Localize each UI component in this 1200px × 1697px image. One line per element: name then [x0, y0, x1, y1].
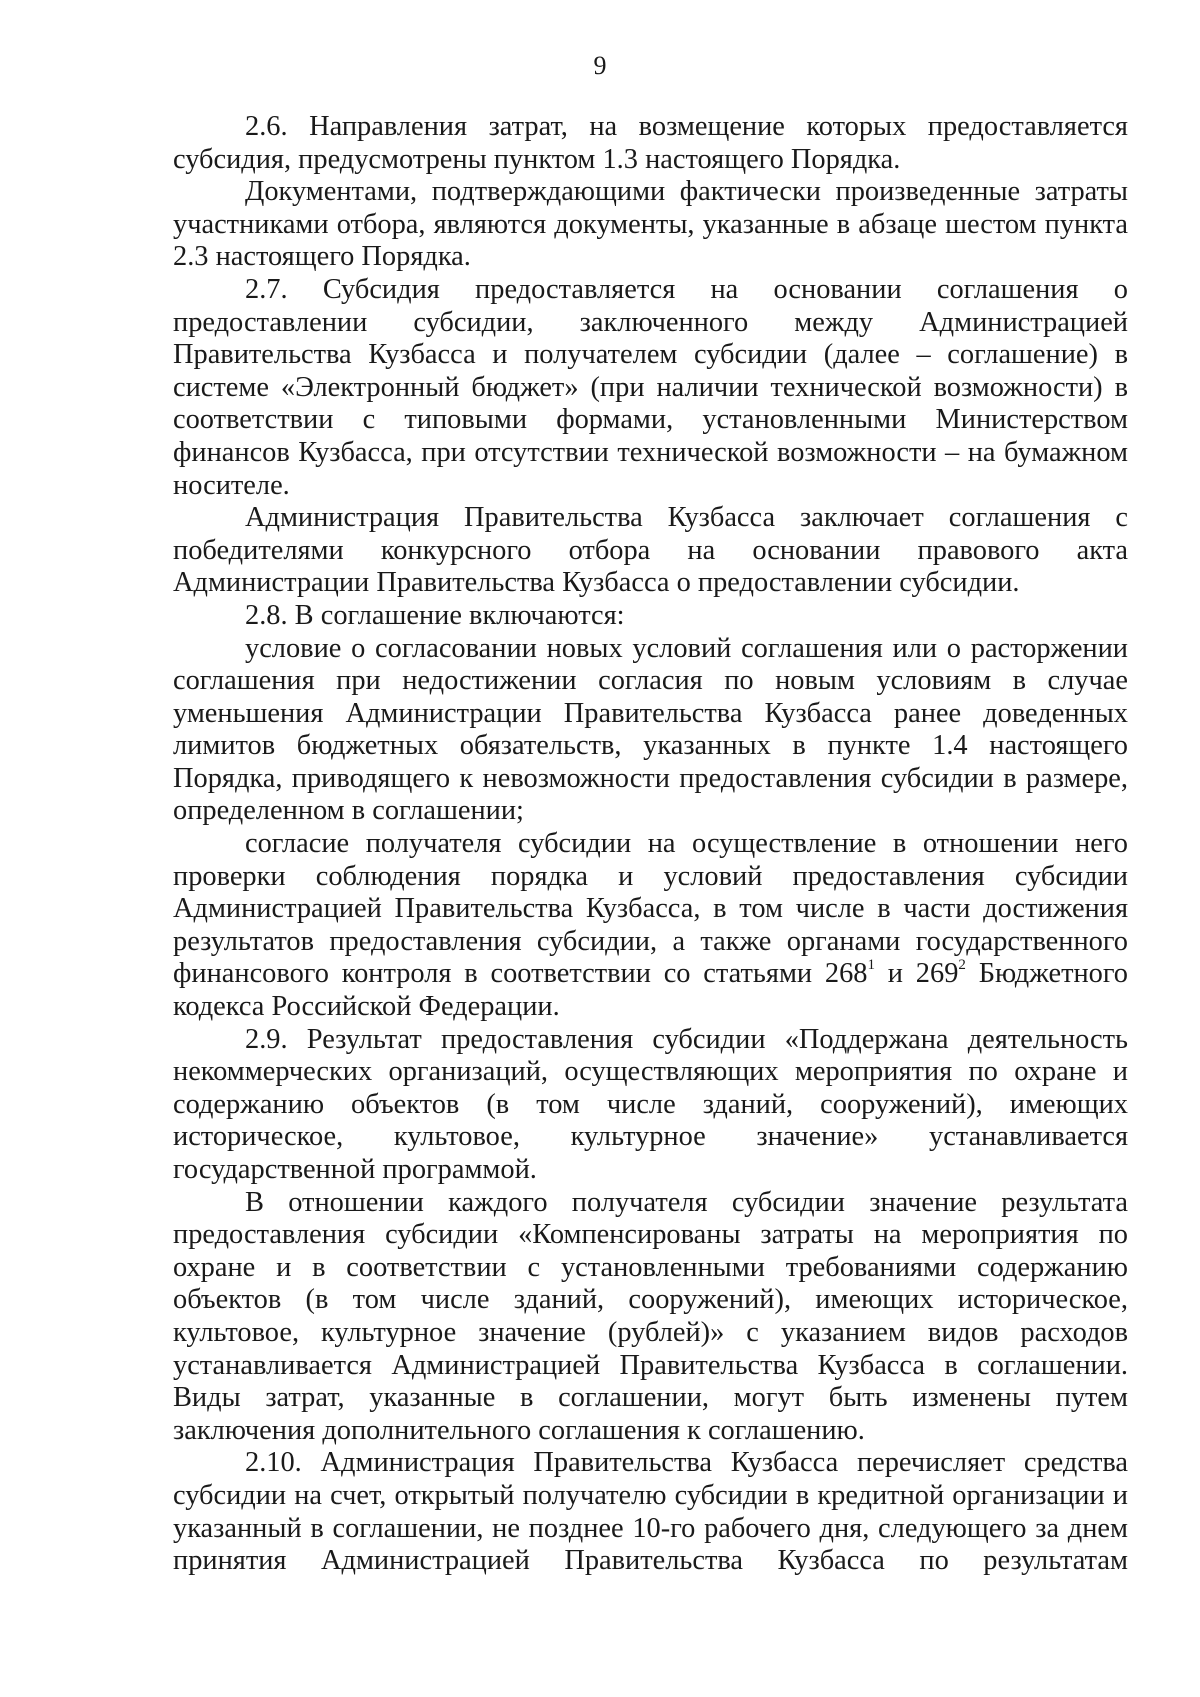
paragraph-new-conditions-clause: условие о согласовании новых условий соглашения или о расторжении соглашения при недостижении согласия по новым условиям в случае уменьшения Администрации Правительства Кузбасса ранее доведенных лимитов бюджетных обязательств, указанных в пункте 1.4 настоящего Порядка, приводящего к невозможности предоставления субсидии в размере, определенном в соглашении; [173, 632, 1128, 827]
audit-consent-text-after: Бюджетного кодекса Российской Федерации. [173, 958, 1128, 1023]
paragraph-result-value: В отношении каждого получателя субсидии значение результата предоставления субсидии «Компенсированы затраты на мероприятия по охране и в соответствии с установленными требованиями содержанию объектов (в том числе зданий, сооружений), имеющих историческое, культовое, культурное значение (рублей)» с указанием видов расходов устанавливается Администрацией Правительства Кузбасса в соглашении. Виды затрат, указанные в соглашении, могут быть изменены путем заключения дополнительного соглашения к соглашению. [173, 1186, 1128, 1446]
paragraph-2-8: 2.8. В соглашение включаются: [245, 599, 625, 631]
paragraph-supporting-documents: Документами, подтверждающими фактически произведенные затраты участниками отбора, являются документы, указанные в абзаце шестом пункта 2.3 настоящего Порядка. [173, 176, 1128, 273]
paragraph-2-9: 2.9. Результат предоставления субсидии «Поддержана деятельность некоммерческих организаций, осуществляющих мероприятия по охране и содержанию объектов (в том числе зданий, сооружений), имеющих историческое, культовое, культурное значение» устанавливается государственной программой. [173, 1023, 1128, 1185]
audit-consent-text-before: согласие получателя субсидии на осуществление в отношении него проверки соблюдения порядка и условий предоставления субсидии Администрацией Правительства Кузбасса, в том числе в части достижения результатов предоставления субсидии, а также органами государственного финансового контроля в соответствии со статьями 268 [173, 828, 1128, 990]
paragraph-agreement-conclusion: Администрация Правительства Кузбасса заключает соглашения с победителями конкурсного отбора на основании правового акта Администрации Правительства Кузбасса о предоставлении субсидии. [173, 502, 1128, 599]
paragraph-audit-consent [173, 828, 1128, 1024]
paragraph-2-7: 2.7. Субсидия предоставляется на основании соглашения о предоставлении субсидии, заключенного между Администрацией Правительства Кузбасса и получателем субсидии (далее – соглашение) в системе «Электронный бюджет» (при наличии технической возможности) в соответствии с типовыми формами, установленными Министерством финансов Кузбасса, при отсутствии технической возможности – на бумажном носителе. [173, 273, 1128, 501]
page-number: 9 [593, 51, 607, 80]
footnote-superscript-1: 1 [867, 957, 875, 974]
document-body [173, 111, 1128, 1578]
footnote-superscript-2: 2 [958, 957, 966, 974]
audit-consent-text-middle: и 269 [875, 958, 959, 990]
paragraph-2-10: 2.10. Администрация Правительства Кузбасса перечисляет средства субсидии на счет, открытый получателю субсидии в кредитной организации и указанный в соглашении, не позднее 10-го рабочего дня, следующего за днем принятия Администрацией Правительства Кузбасса по результатам [173, 1447, 1128, 1577]
paragraph-2-6: 2.6. Направления затрат, на возмещение которых предоставляется субсидия, предусмотрены пунктом 1.3 настоящего Порядка. [173, 111, 1128, 175]
